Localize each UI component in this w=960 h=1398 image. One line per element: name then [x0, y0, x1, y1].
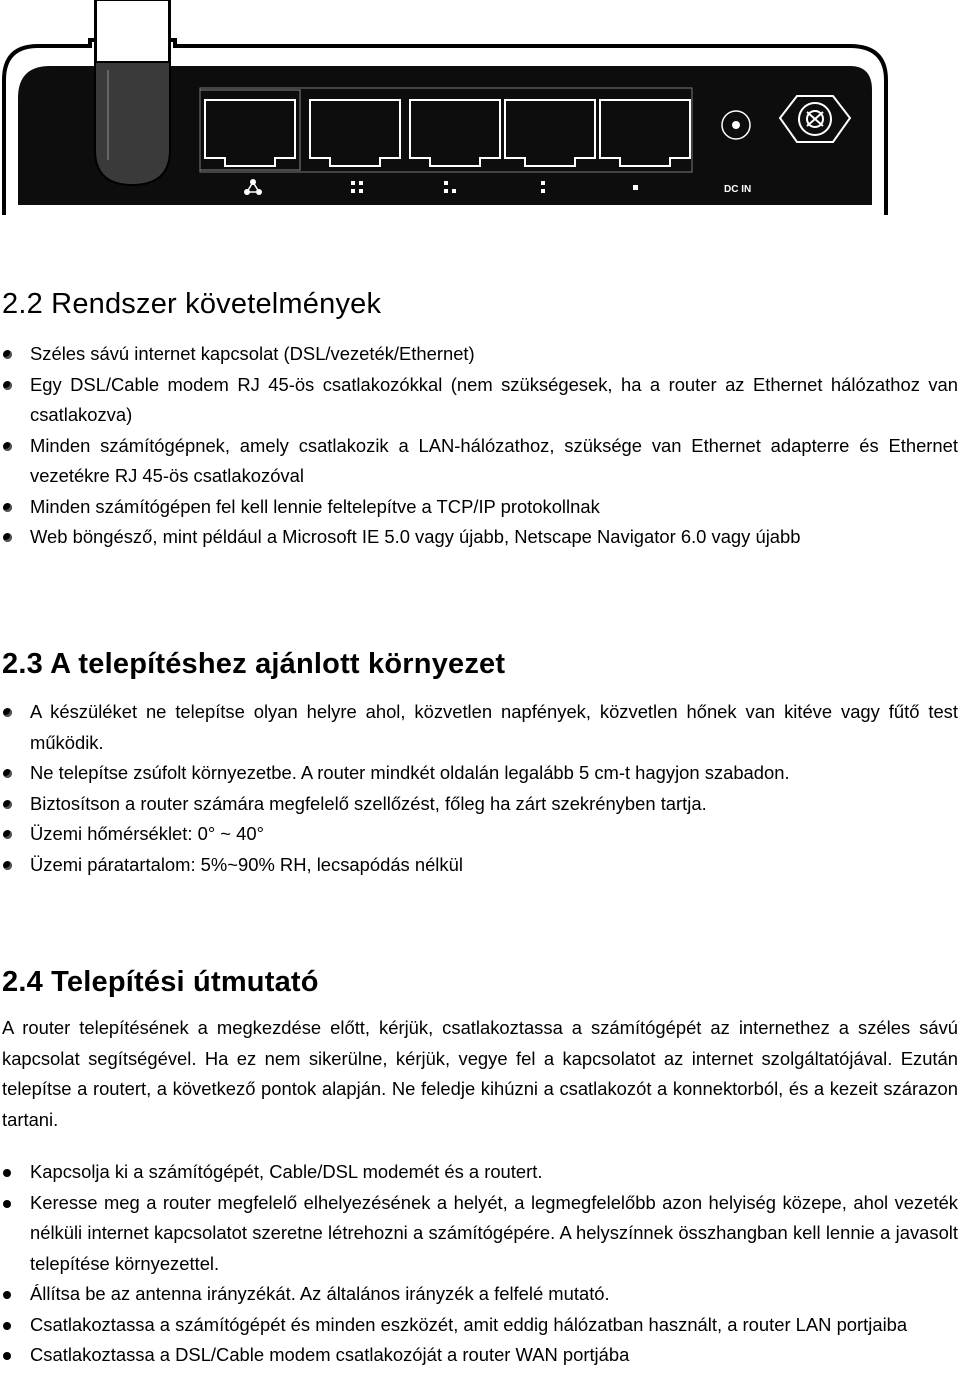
bullet-icon	[3, 533, 12, 542]
list-item: Biztosítson a router számára megfelelő szellőzést, főleg ha zárt szekrényben tartja.	[0, 789, 960, 820]
list-item: A készüléket ne telepítse olyan helyre ahol, közvetlen napfények, közvetlen hőnek van kitéve vagy fűtő test működik.	[0, 697, 960, 758]
list-item: Csatlakoztassa a számítógépét és minden eszközét, amit eddig hálózatban használt, a router LAN portjaiba	[0, 1310, 960, 1341]
list-item: Egy DSL/Cable modem RJ 45-ös csatlakozókkal (nem szükségesek, ha a router az Ethernet hálózathoz van csatlakozva)	[0, 370, 960, 431]
section-recommended-environment	[0, 648, 960, 880]
section-heading: 2.4 Telepítési útmutató	[2, 966, 319, 998]
bullet-icon	[3, 861, 12, 870]
bullet-icon	[3, 708, 12, 717]
section-heading: 2.2 Rendszer követelmények	[2, 288, 382, 320]
section-installation-guide	[0, 966, 960, 1371]
list-item: Minden számítógépnek, amely csatlakozik a LAN-hálózathoz, szüksége van Ethernet adapterre és Ethernet vezetékre RJ 45-ös csatlakozóval	[0, 431, 960, 492]
requirements-list	[0, 339, 960, 553]
list-item: Kapcsolja ki a számítógépét, Cable/DSL modemét és a routert.	[0, 1157, 960, 1188]
bullet-icon	[3, 1200, 11, 1208]
list-item: Csatlakoztassa a DSL/Cable modem csatlakozóját a router WAN portjába	[0, 1340, 960, 1371]
section-system-requirements	[0, 288, 960, 553]
bullet-icon	[3, 1169, 11, 1177]
bullet-icon	[3, 442, 12, 451]
bullet-icon	[3, 381, 12, 390]
list-item: Web böngésző, mint például a Microsoft IE 5.0 vagy újabb, Netscape Navigator 6.0 vagy újabb	[0, 522, 960, 553]
list-item: Ne telepítse zsúfolt környezetbe. A router mindkét oldalán legalább 5 cm-t hagyjon szabadon.	[0, 758, 960, 789]
bullet-icon	[3, 1291, 11, 1299]
intro-paragraph: A router telepítésének a megkezdése előtt, kérjük, csatlakoztassa a számítógépét az internethez a széles sávú kapcsolat segítségével. Ha ez nem sikerülne, kérjük, vegye fel a kapcsolatot az internet szolgáltatójával. Ezután telepítse a routert, a következő pontok alapján. Ne feledje kihúzni a csatlakozót a konnektorból, és a kezeit szárazon tartani.	[2, 1017, 958, 1130]
bullet-icon	[3, 769, 12, 778]
list-item: Üzemi páratartalom: 5%~90% RH, lecsapódás nélkül	[0, 850, 960, 881]
bullet-icon	[3, 1352, 11, 1360]
section-heading: 2.3 A telepítéshez ajánlott környezet	[2, 648, 506, 680]
bullet-icon	[3, 350, 12, 359]
list-item: Keresse meg a router megfelelő elhelyezésének a helyét, a legmegfelelőbb azon helyiség közepe, ahol vezeték nélküli internet kapcsolatot szeretne létrehozni a számítógépére. A helyszínnek összhangban kell lennie a javasolt telepítése környezettel.	[0, 1188, 960, 1280]
list-item: Állítsa be az antenna irányzékát. Az általános irányzék a felfelé mutató.	[0, 1279, 960, 1310]
list-item: Minden számítógépen fel kell lennie feltelepítve a TCP/IP protokollnak	[0, 492, 960, 523]
bullet-icon	[3, 830, 12, 839]
bullet-icon	[3, 1322, 11, 1330]
lan-1-symbol-icon	[633, 185, 638, 190]
antenna-icon	[95, 0, 170, 185]
list-item: Üzemi hőmérséklet: 0° ~ 40°	[0, 819, 960, 850]
installation-steps-list	[0, 1157, 960, 1371]
router-back-panel-illustration	[0, 0, 960, 215]
bullet-icon	[3, 800, 12, 809]
list-item: Széles sávú internet kapcsolat (DSL/vezeték/Ethernet)	[0, 339, 960, 370]
environment-list	[0, 697, 960, 880]
dc-in-label: DC IN	[724, 184, 752, 195]
bullet-icon	[3, 503, 12, 512]
